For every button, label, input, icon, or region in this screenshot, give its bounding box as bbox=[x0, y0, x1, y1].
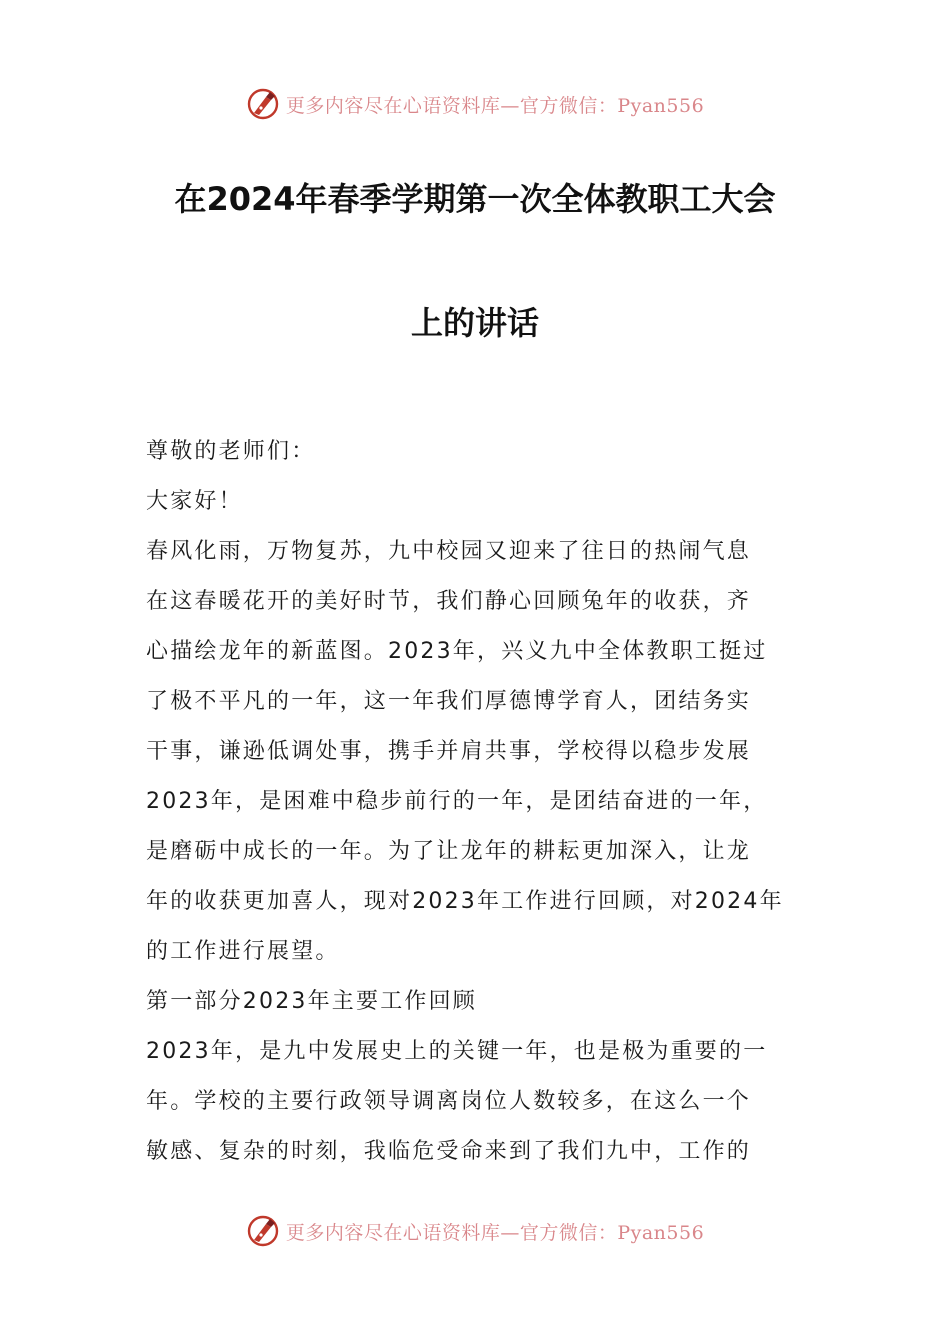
watermark-text: 更多内容尽在心语资料库—官方微信：Pyan556 bbox=[285, 1221, 705, 1244]
body-line: 年的收获更加喜人，现对2023年工作进行回顾，对2024年 bbox=[146, 889, 784, 914]
body-line: 2023年，是九中发展史上的关键一年，也是极为重要的一 bbox=[146, 1039, 768, 1064]
body-line: 在这春暖花开的美好时节，我们静心回顾兔年的收获，齐 bbox=[146, 589, 752, 614]
document-body bbox=[146, 427, 806, 1177]
pen-nib-circle-icon bbox=[246, 1214, 280, 1248]
body-line: 是磨砺中成长的一年。为了让龙年的耕耘更加深入，让龙 bbox=[146, 839, 752, 864]
pen-nib-circle-icon bbox=[246, 87, 280, 121]
body-line: 心描绘龙年的新蓝图。2023年，兴义九中全体教职工挺过 bbox=[146, 639, 768, 664]
body-line: 敏感、复杂的时刻，我临危受命来到了我们九中，工作的 bbox=[146, 1139, 752, 1164]
body-line: 尊敬的老师们： bbox=[146, 439, 316, 464]
body-line: 春风化雨，万物复苏，九中校园又迎来了往日的热闹气息 bbox=[146, 539, 752, 564]
header-watermark bbox=[0, 84, 950, 124]
body-line: 第一部分2023年主要工作回顾 bbox=[146, 989, 477, 1014]
body-line: 了极不平凡的一年，这一年我们厚德博学育人，团结务实 bbox=[146, 689, 752, 714]
document-title-line-2: 上的讲话 bbox=[410, 304, 539, 342]
watermark-text: 更多内容尽在心语资料库—官方微信：Pyan556 bbox=[285, 94, 705, 117]
body-line: 干事，谦逊低调处事，携手并肩共事，学校得以稳步发展 bbox=[146, 739, 752, 764]
footer-watermark bbox=[0, 1211, 950, 1251]
document-title-line-1: 在2024年春季学期第一次全体教职工大会 bbox=[174, 180, 776, 218]
body-line: 年。学校的主要行政领导调离岗位人数较多，在这么一个 bbox=[146, 1089, 752, 1114]
body-line: 的工作进行展望。 bbox=[146, 939, 340, 964]
body-line: 大家好！ bbox=[146, 489, 243, 514]
body-line: 2023年，是困难中稳步前行的一年，是团结奋进的一年， bbox=[146, 789, 768, 814]
